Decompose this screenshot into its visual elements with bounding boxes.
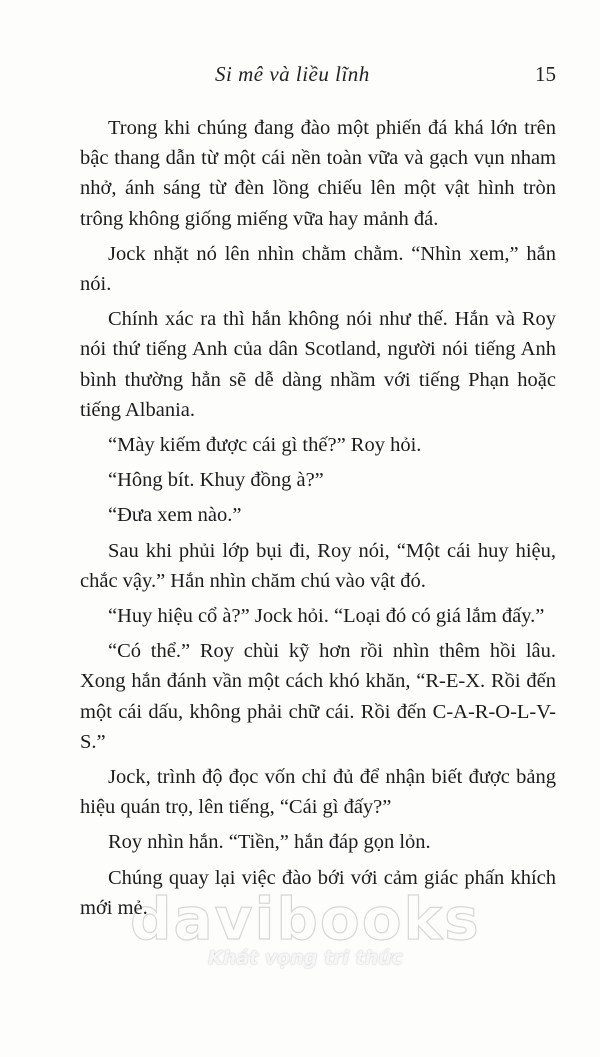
page-number: 15 bbox=[535, 62, 556, 86]
paragraph: “Mày kiếm được cái gì thế?” Roy hỏi. bbox=[108, 434, 422, 457]
paragraph: Trong khi chúng đang đào một phiến đá khá lớn trên bậc thang dẫn từ một cái nền toàn vữa và gạch vụn nham nhở, ánh sáng từ đèn lồng chiếu lên một vật hình tròn trông không giống miếng vữa hay mảnh đá. bbox=[80, 117, 556, 230]
paragraph: “Huy hiệu cổ à?” Jock hỏi. “Loại đó có giá lắm đấy.” bbox=[108, 605, 545, 628]
paragraph: Chính xác ra thì hắn không nói như thế. Hắn và Roy nói thứ tiếng Anh của dân Scotland, người nói tiếng Anh bình thường hẳn sẽ dễ dàng nhầm với tiếng Phạn hoặc tiếng Albania. bbox=[80, 308, 556, 421]
paragraph: Chúng quay lại việc đào bới với cảm giác phấn khích mới mẻ. bbox=[80, 866, 556, 919]
paragraph: “Đưa xem nào.” bbox=[108, 504, 242, 527]
running-title: Si mê và liều lĩnh bbox=[215, 62, 370, 86]
running-header bbox=[70, 62, 556, 96]
paragraph: Sau khi phủi lớp bụi đi, Roy nói, “Một cái huy hiệu, chắc vậy.” Hắn nhìn chăm chú vào vật đó. bbox=[80, 539, 556, 592]
paragraph: “Hông bít. Khuy đồng à?” bbox=[108, 469, 324, 492]
watermark-tagline: Khát vọng tri thức bbox=[208, 947, 403, 969]
paragraph: Jock nhặt nó lên nhìn chằm chằm. “Nhìn xem,” hắn nói. bbox=[80, 242, 556, 296]
body-text bbox=[80, 113, 556, 928]
paragraph: “Có thể.” Roy chùi kỹ hơn rồi nhìn thêm hồi lâu. Xong hắn đánh vần một cách khó khăn, “R-E-X. Rồi đến một cái dấu, không phải chữ cái. Rồi đến C-A-R-O-L-V-S.” bbox=[80, 640, 556, 753]
paragraph: Jock, trình độ đọc vốn chỉ đủ để nhận biết được bảng hiệu quán trọ, lên tiếng, “Cái gì đấy?” bbox=[80, 766, 556, 819]
paragraph: Roy nhìn hắn. “Tiền,” hắn đáp gọn lỏn. bbox=[108, 831, 431, 854]
watermark-logo: davibooks bbox=[130, 885, 481, 953]
